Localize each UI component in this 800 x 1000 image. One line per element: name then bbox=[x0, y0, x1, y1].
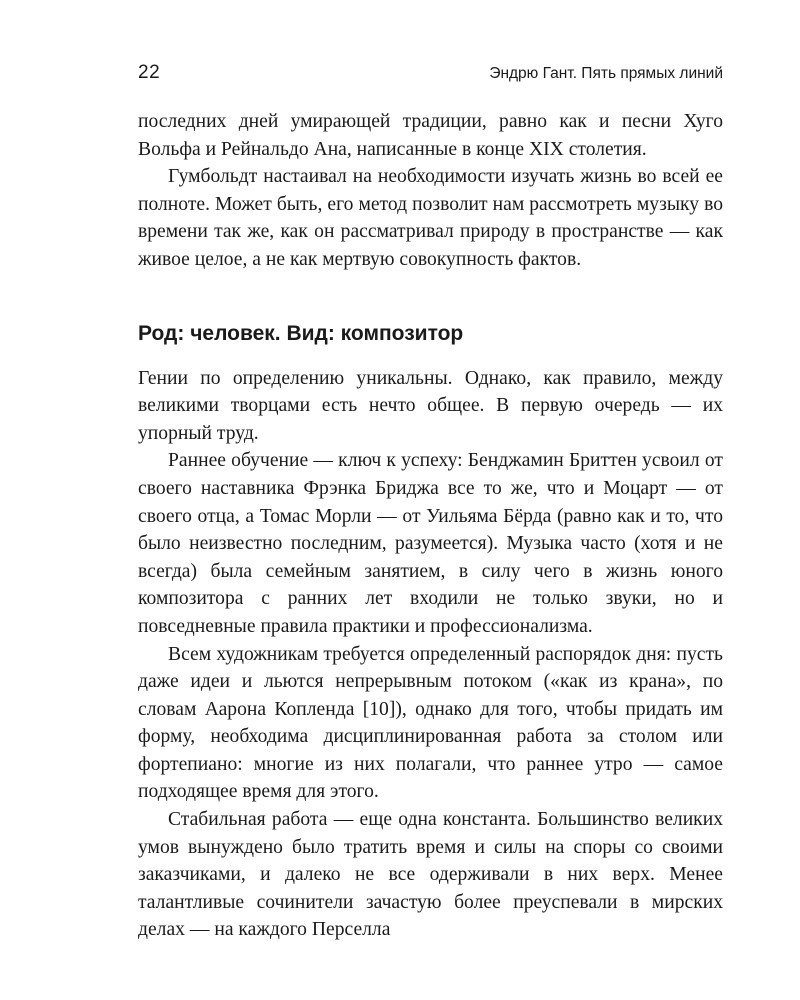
paragraph-daily-routine: Всем художникам требуется определенный распорядок дня: пусть даже идеи и льются непрерывным потоком («как из крана», по словам Аарона Копленда [10]), однако для того, чтобы придать им форму, необходима дисциплинированная работа за столом или фортепиано: многие из них полагали, что раннее утро — самое подходящее время для этого. bbox=[138, 643, 723, 803]
paragraph-early-training: Раннее обучение — ключ к успеху: Бенджамин Бриттен усвоил от своего наставника Фрэнка Бриджа все то же, что и Моцарт — от своего отца, а Томас Морли — от Уильяма Бёрда (равно как и то, что было неизвестно последним, разумеется). Музыка часто (хотя и не всегда) была семейным занятием, в силу чего в жизнь юного композитора с ранних лет входили не только звуки, но и повседневные правила практики и профессионализма. bbox=[138, 450, 723, 637]
paragraph-stable-work: Стабильная работа — еще одна константа. Большинство великих умов вынуждено было тратить время и силы на споры со своими заказчиками, и далеко не все одерживали в них верх. Менее талантливые сочинители зачастую более преуспевали в мирских делах — на каждого Перселла bbox=[138, 809, 723, 941]
running-head bbox=[138, 62, 723, 92]
paragraph-humboldt: Гумбольдт настаивал на необходимости изучать жизнь во всей ее полноте. Может быть, его метод позволит нам рассмотреть музыку во времени так же, как он рассматривал природу в пространстве — как живое целое, а не как мертвую совокупность фактов. bbox=[138, 166, 723, 270]
paragraph-genius: Гении по определению уникальны. Однако, как правило, между великими творцами есть нечто общее. В первую очередь — их упорный труд. bbox=[138, 367, 723, 444]
page-number: 22 bbox=[138, 62, 161, 83]
paragraph-continued: последних дней умирающей традиции, равно как и песни Хуго Вольфа и Рейнальдо Ана, написанные в конце XIX столетия. bbox=[138, 111, 723, 160]
running-title: Эндрю Гант. Пять прямых линий bbox=[489, 65, 723, 82]
section-heading: Род: человек. Вид: композитор bbox=[138, 321, 464, 345]
book-page bbox=[138, 62, 723, 944]
